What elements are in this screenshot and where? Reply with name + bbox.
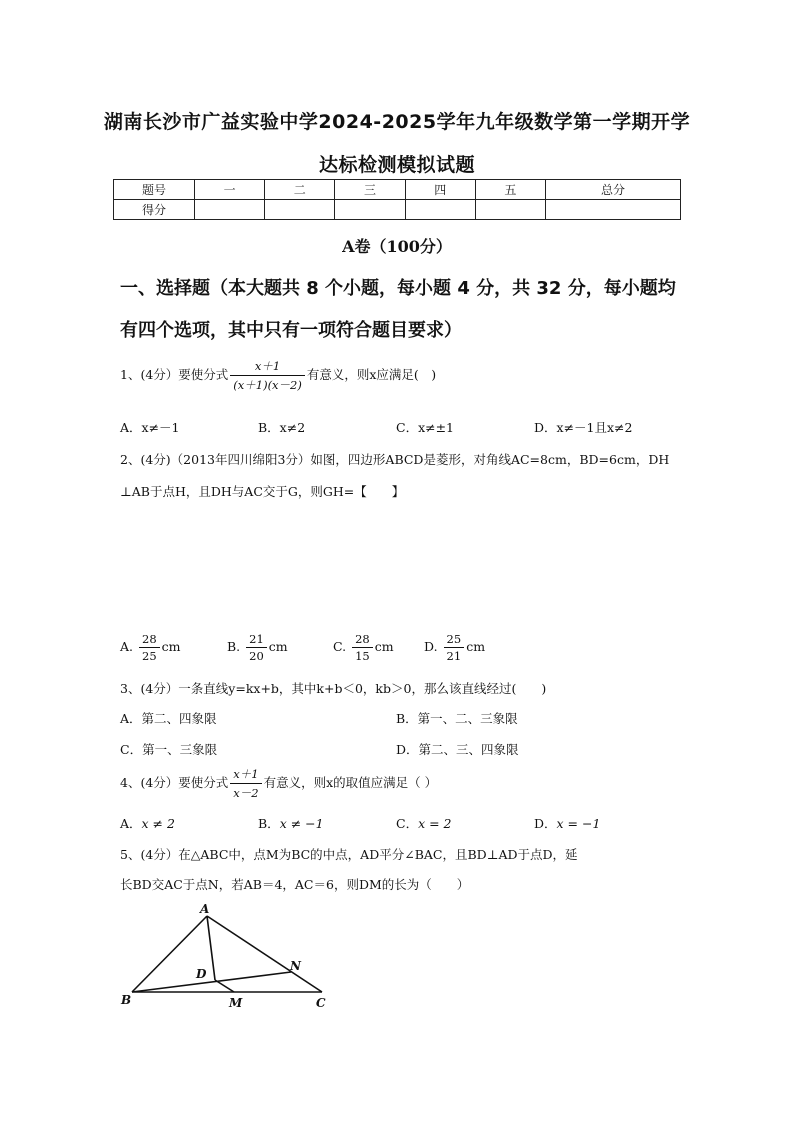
score-header-cell: 四: [405, 180, 475, 200]
q2-option-b-unit: cm: [268, 639, 288, 654]
score-input-cell[interactable]: [265, 200, 335, 220]
q3-option-d[interactable]: D．第二、三、四象限: [396, 742, 519, 757]
score-table: [113, 179, 681, 220]
q2-option-a-fraction: [139, 632, 160, 663]
title-line-2: 达标检测模拟试题: [318, 154, 475, 176]
q2-option-b[interactable]: [227, 632, 288, 663]
q4-fraction: [230, 766, 261, 801]
q2-option-c[interactable]: [333, 632, 394, 663]
q1-fraction: [230, 358, 305, 393]
label-a: A: [200, 902, 210, 916]
q2-option-d-num: 25: [446, 632, 462, 646]
score-table-score-row: [114, 200, 681, 220]
q4-option-c-math: x = 2: [418, 816, 452, 831]
question-1: [120, 358, 436, 393]
q2-option-c-den: 15: [352, 647, 373, 663]
q4-option-b[interactable]: [258, 814, 324, 832]
q2-option-d-den: 21: [444, 647, 465, 663]
question-5-line-2: 长BD交AC于点N，若AB＝4，AC＝6，则DM的长为（ ）: [120, 877, 470, 892]
score-header-cell: 三: [335, 180, 405, 200]
score-input-cell[interactable]: [195, 200, 265, 220]
q1-numerator: x＋1: [254, 359, 281, 373]
q3-option-a[interactable]: A．第二、四象限: [120, 711, 217, 726]
question-3: 3、(4分）一条直线y=kx+b，其中k+b＜0，kb＞0，那么该直线经过( ): [120, 681, 547, 696]
q4-suffix: 有意义，则x的取值应满足（ ）: [263, 775, 438, 790]
score-header-cell: 二: [265, 180, 335, 200]
score-table-header-row: [114, 180, 681, 200]
q2-option-a-unit: cm: [161, 639, 181, 654]
score-header-cell: 总分: [546, 180, 681, 200]
q1-option-a[interactable]: A．x≠－1: [120, 420, 180, 435]
label-n: N: [290, 959, 301, 973]
q2-option-b-label: B.: [227, 639, 241, 654]
q4-option-b-math: x ≠ −1: [279, 816, 324, 831]
q1-denominator: (x＋1)(x－2): [230, 375, 305, 393]
q2-option-d-label: D.: [424, 639, 438, 654]
q1-option-b[interactable]: B．x≠2: [258, 420, 306, 435]
q4-option-d[interactable]: [534, 814, 600, 832]
q4-option-a[interactable]: [120, 814, 175, 832]
q3-option-c[interactable]: C．第一、三象限: [120, 742, 218, 757]
score-input-cell[interactable]: [335, 200, 405, 220]
label-m: M: [229, 996, 243, 1010]
score-header-cell: 一: [195, 180, 265, 200]
q2-option-d[interactable]: [424, 632, 485, 663]
q2-option-c-unit: cm: [374, 639, 394, 654]
question-5-line-1: 5、(4分）在△ABC中，点M为BC的中点，AD平分∠BAC，且BD⊥AD于点D，延: [120, 847, 578, 862]
section-a-heading: A卷（100分）: [342, 237, 452, 256]
q4-option-a-label: A．: [120, 816, 142, 831]
label-c: C: [316, 996, 326, 1010]
part1-heading-line-2: 有四个选项，其中只有一项符合题目要求）: [120, 320, 462, 341]
triangle-figure: [118, 900, 348, 1016]
q2-option-b-den: 20: [246, 647, 267, 663]
label-b: B: [121, 993, 132, 1007]
q2-option-a-label: A.: [120, 639, 134, 654]
q1-option-d[interactable]: D．x≠－1且x≠2: [534, 420, 633, 435]
q2-option-a-den: 25: [139, 647, 160, 663]
q4-prefix: 4、(4分）要使分式: [120, 775, 229, 790]
q2-option-c-fraction: [352, 632, 373, 663]
segment-dm: [215, 980, 234, 992]
q2-option-b-fraction: [246, 632, 267, 663]
q2-option-c-num: 28: [355, 632, 370, 646]
score-header-cell: 五: [475, 180, 545, 200]
q4-option-c[interactable]: [396, 814, 452, 832]
q3-option-b[interactable]: B．第一、二、三象限: [396, 711, 518, 726]
question-2-line-2: ⊥AB于点H，且DH与AC交于G，则GH=【 】: [120, 484, 405, 499]
score-input-cell[interactable]: [405, 200, 475, 220]
q1-option-c[interactable]: C．x≠±1: [396, 420, 455, 435]
score-input-cell[interactable]: [475, 200, 545, 220]
label-d: D: [196, 967, 207, 981]
segment-ad: [207, 916, 215, 980]
q1-prefix: 1、(4分）要使分式: [120, 367, 229, 382]
q4-option-b-label: B．: [258, 816, 280, 831]
q1-suffix: 有意义，则x应满足( ): [306, 367, 437, 382]
q2-option-a[interactable]: [120, 632, 181, 663]
question-2-line-1: 2、(4分)（2013年四川绵阳3分）如图，四边形ABCD是菱形，对角线AC=8cm，BD=6cm，DH: [120, 452, 670, 467]
q4-option-d-math: x = −1: [556, 816, 601, 831]
title-line-1: 湖南长沙市广益实验中学2024-2025学年九年级数学第一学期开学: [103, 111, 691, 133]
q4-option-a-math: x ≠ 2: [141, 816, 175, 831]
score-header-cell: 题号: [114, 180, 195, 200]
q4-option-c-label: C．: [396, 816, 419, 831]
q2-option-c-label: C.: [333, 639, 347, 654]
score-row-label: 得分: [114, 200, 195, 220]
score-input-cell[interactable]: [546, 200, 681, 220]
question-4: [120, 766, 437, 801]
q2-option-d-unit: cm: [466, 639, 486, 654]
q2-option-b-num: 21: [249, 632, 264, 646]
q2-option-d-fraction: [444, 632, 465, 663]
q2-option-a-num: 28: [142, 632, 157, 646]
segment-bn: [132, 972, 291, 992]
q4-option-d-label: D．: [534, 816, 557, 831]
part1-heading-line-1: 一、选择题（本大题共 8 个小题，每小题 4 分，共 32 分，每小题均: [120, 278, 676, 299]
q4-denominator: x－2: [230, 783, 261, 801]
q4-numerator: x＋1: [233, 767, 259, 781]
